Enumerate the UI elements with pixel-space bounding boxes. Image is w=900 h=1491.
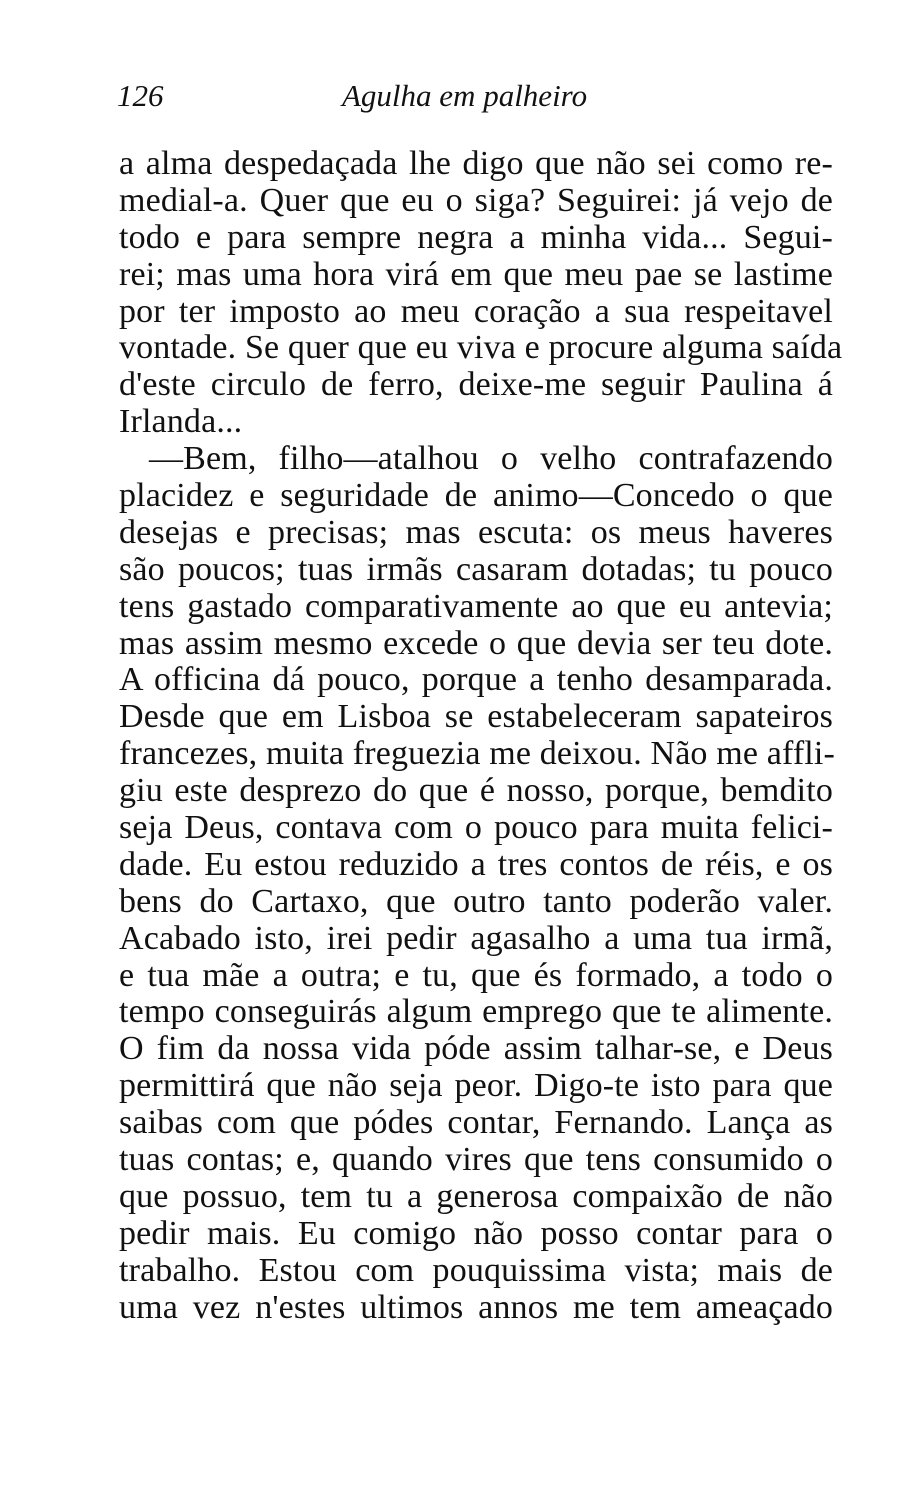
- text-line: bens do Cartaxo, que outro tanto poderão valer.: [119, 882, 833, 920]
- paragraph-start-line: —Bem, filho—atalhou o velho contrafazendo: [149, 440, 833, 478]
- text-line: tempo conseguirás algum emprego que te alimente.: [119, 993, 833, 1031]
- running-title: Agulha em palheiro: [342, 78, 588, 113]
- body-text: [119, 145, 843, 1327]
- text-line: tuas contas; e, quando vires que tens consumido o: [119, 1141, 833, 1179]
- text-line: giu este desprezo do que é nosso, porque, bemdito: [119, 772, 833, 810]
- text-line: Irlanda...: [119, 403, 243, 441]
- text-line: saibas com que pódes contar, Fernando. Lança as: [119, 1104, 833, 1142]
- text-line: tens gastado comparativamente ao que eu antevia;: [119, 587, 833, 625]
- text-line: uma vez n'estes ultimos annos me tem ameaçado: [119, 1288, 833, 1326]
- text-line: O fim da nossa vida póde assim talhar-se, e Deus: [119, 1030, 833, 1068]
- text-line: dade. Eu estou reduzido a tres contos de réis, e os: [119, 845, 833, 883]
- text-line: e tua mãe a outra; e tu, que és formado, a todo o: [119, 956, 833, 994]
- text-line: por ter imposto ao meu coração a sua respeitavel: [119, 292, 833, 330]
- page-number: 126: [117, 78, 164, 113]
- text-line: medial-a. Quer que eu o siga? Seguirei: já vejo de: [119, 181, 833, 219]
- text-line: trabalho. Estou com pouquissima vista; mais de: [119, 1251, 833, 1289]
- text-line: a alma despedaçada lhe digo que não sei como re-: [119, 145, 833, 182]
- text-line: Acabado isto, irei pedir agasalho a uma tua irmã,: [119, 919, 833, 957]
- text-line: pedir mais. Eu comigo não posso contar para o: [119, 1214, 833, 1252]
- text-line: placidez e seguridade de animo—Concedo o que: [119, 477, 833, 515]
- text-line: francezes, muita freguezia me deixou. Não me affli-: [119, 735, 835, 773]
- text-line: vontade. Se quer que eu viva e procure alguma saída: [119, 329, 843, 367]
- text-line: rei; mas uma hora virá em que meu pae se lastime: [119, 255, 833, 293]
- text-line: mas assim mesmo excede o que devia ser teu dote.: [119, 624, 833, 662]
- text-line: são poucos; tuas irmãs casaram dotadas; tu pouco: [119, 550, 833, 588]
- text-line: A officina dá pouco, porque a tenho desamparada.: [119, 661, 833, 699]
- text-line: todo e para sempre negra a minha vida... Segui-: [119, 218, 833, 256]
- text-line: d'este circulo de ferro, deixe-me seguir Paulina á: [119, 366, 833, 404]
- page-header: [117, 72, 837, 120]
- text-line: permittirá que não seja peor. Digo-te isto para que: [119, 1067, 833, 1105]
- text-line: que possuo, tem tu a generosa compaixão de não: [119, 1177, 833, 1215]
- text-line: seja Deus, contava com o pouco para muita felici-: [119, 809, 833, 847]
- text-line: desejas e precisas; mas escuta: os meus haveres: [119, 513, 833, 551]
- text-line: Desde que em Lisboa se estabeleceram sapateiros: [119, 698, 833, 736]
